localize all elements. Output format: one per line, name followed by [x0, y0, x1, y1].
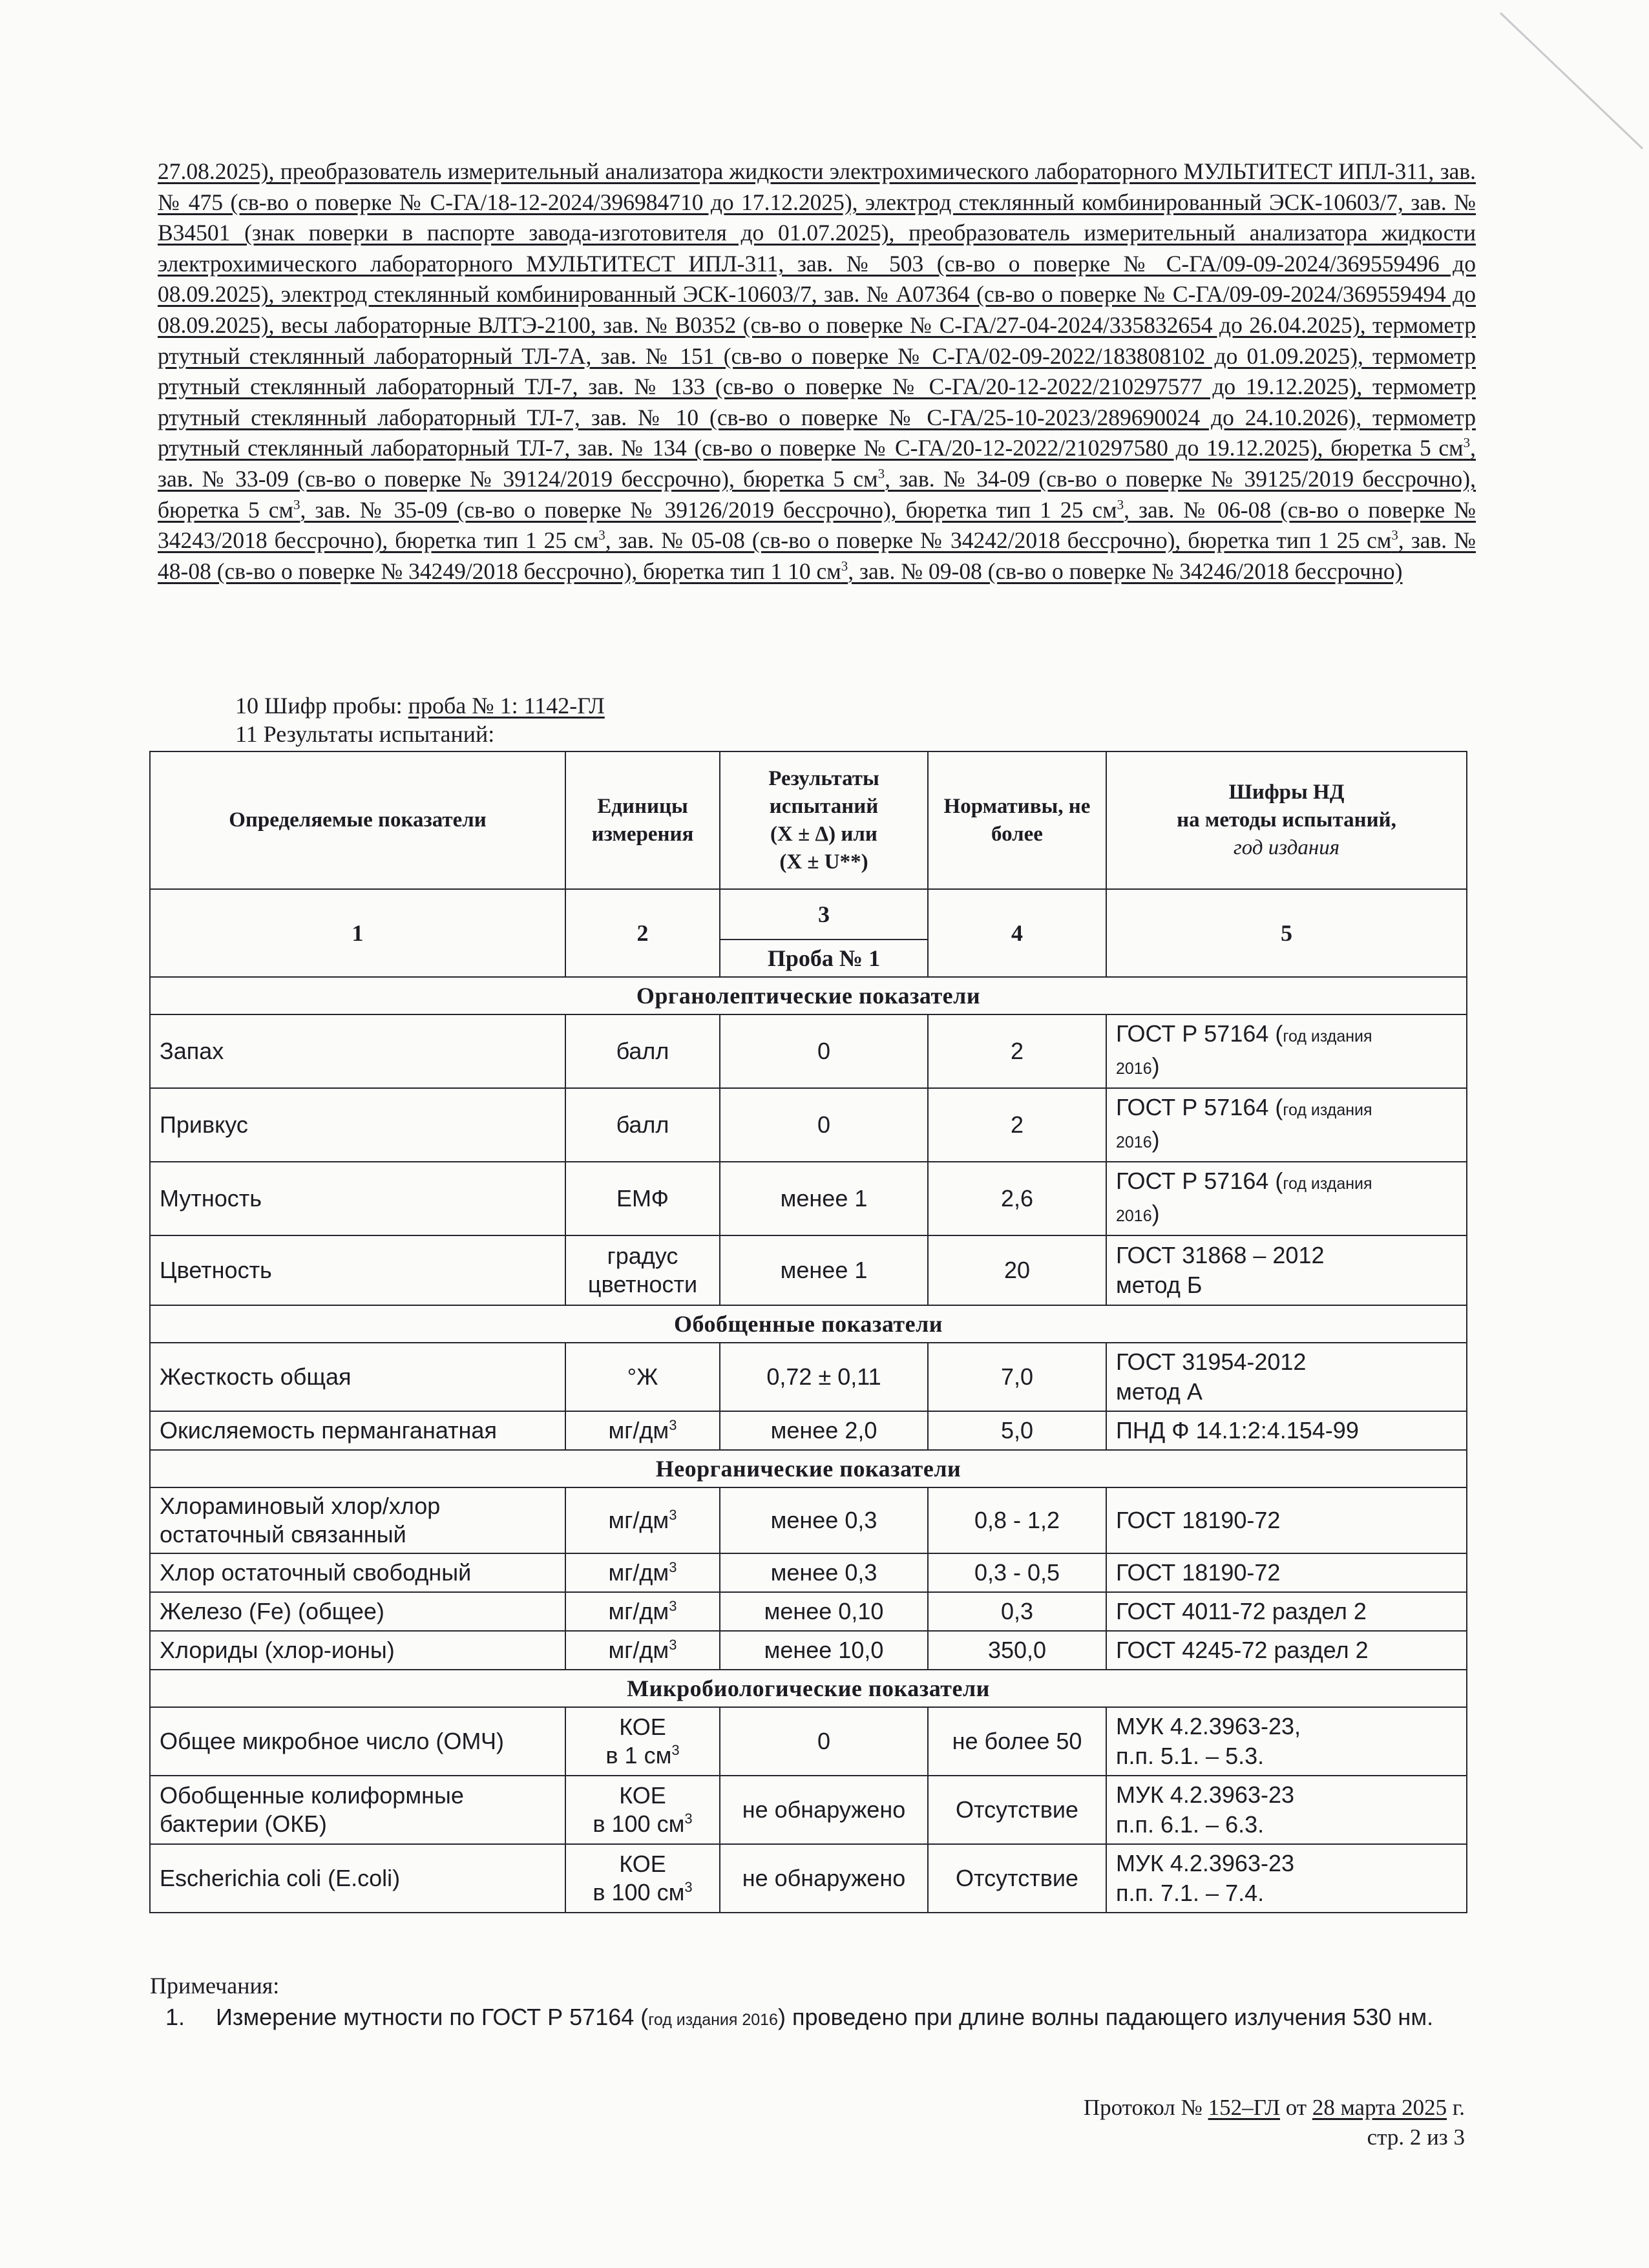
- norm-cell: Отсутствие: [928, 1844, 1106, 1913]
- norm-cell: 350,0: [928, 1631, 1106, 1670]
- nd-text: МУК 4.2.3963-23: [1116, 1781, 1294, 1808]
- unit-text: градус цветности: [587, 1243, 698, 1297]
- result-cell: менее 1: [720, 1235, 928, 1305]
- unit-line: в 100 см: [593, 1879, 685, 1906]
- column-number: 2: [565, 889, 720, 977]
- table-row: [150, 1343, 1467, 1411]
- nd-cell: [1106, 1487, 1467, 1553]
- header-nd-line: год издания: [1233, 836, 1340, 859]
- note-item: 1. Измерение мутности по ГОСТ Р 57164 (год издания 2016) проведено при длине волны падающего излучения 530 нм.: [165, 2004, 1434, 2030]
- unit-line: КОЕ: [619, 1714, 666, 1740]
- unit-cell: [565, 1631, 720, 1670]
- norm-cell: 0,3: [928, 1592, 1106, 1631]
- indicator-cell: Escherichia coli (E.coli): [150, 1844, 565, 1913]
- nd-tail: ): [1151, 1126, 1160, 1153]
- nd-text: ГОСТ Р 57164 (: [1116, 1094, 1283, 1120]
- table-row: [150, 1014, 1467, 1088]
- norm-cell: 2,6: [928, 1162, 1106, 1235]
- result-cell: менее 0,3: [720, 1553, 928, 1592]
- column-number: 4: [928, 889, 1106, 977]
- result-cell: не обнаружено: [720, 1844, 928, 1913]
- sample-code-line: 10 Шифр пробы: проба № 1: 1142-ГЛ: [235, 693, 605, 719]
- indicator-cell: Жесткость общая: [150, 1343, 565, 1411]
- nd-text-line2: метод Б: [1116, 1272, 1203, 1298]
- nd-cell: [1106, 1592, 1467, 1631]
- nd-text: МУК 4.2.3963-23,: [1116, 1713, 1301, 1739]
- result-cell: 0: [720, 1014, 928, 1088]
- header-indicator: Определяемые показатели: [150, 751, 565, 889]
- norm-cell: 5,0: [928, 1411, 1106, 1450]
- section-title: Органолептические показатели: [150, 977, 1467, 1014]
- indicator-cell: Хлориды (хлор-ионы): [150, 1631, 565, 1670]
- unit-cell: [565, 1162, 720, 1235]
- unit-cell: [565, 1343, 720, 1411]
- nd-text-line2: п.п. 7.1. – 7.4.: [1116, 1880, 1265, 1906]
- unit-superscript: 3: [669, 1417, 677, 1433]
- result-cell: не обнаружено: [720, 1776, 928, 1844]
- unit-superscript: 3: [669, 1507, 677, 1523]
- unit-cell: [565, 1844, 720, 1913]
- results-table: [149, 751, 1467, 1913]
- section-title: Микробиологические показатели: [150, 1670, 1467, 1707]
- nd-text-line2: п.п. 5.1. – 5.3.: [1116, 1743, 1265, 1769]
- nd-text: ГОСТ Р 57164 (: [1116, 1020, 1283, 1047]
- table-row: [150, 1411, 1467, 1450]
- unit-superscript: 3: [669, 1598, 677, 1614]
- nd-tail: ): [1151, 1200, 1160, 1226]
- result-cell: менее 1: [720, 1162, 928, 1235]
- result-cell: 0: [720, 1707, 928, 1776]
- norm-cell: 7,0: [928, 1343, 1106, 1411]
- norm-cell: 0,3 - 0,5: [928, 1553, 1106, 1592]
- result-cell: 0,72 ± 0,11: [720, 1343, 928, 1411]
- unit-text: °Ж: [627, 1363, 658, 1390]
- unit-superscript: 3: [684, 1811, 693, 1827]
- indicator-cell: Хлор остаточный свободный: [150, 1553, 565, 1592]
- indicator-cell: Цветность: [150, 1235, 565, 1305]
- indicator-cell: Железо (Fe) (общее): [150, 1592, 565, 1631]
- header-nd-line: на методы испытаний,: [1177, 808, 1396, 832]
- nd-cell: [1106, 1088, 1467, 1162]
- result-cell: менее 0,10: [720, 1592, 928, 1631]
- table-row: [150, 1844, 1467, 1913]
- nd-text: ГОСТ 31954-2012: [1116, 1349, 1307, 1375]
- column-number: 5: [1106, 889, 1467, 977]
- norm-cell: 2: [928, 1088, 1106, 1162]
- unit-superscript: 3: [669, 1637, 677, 1653]
- nd-cell: [1106, 1411, 1467, 1450]
- section-title: Обобщенные показатели: [150, 1305, 1467, 1343]
- table-row: [150, 1088, 1467, 1162]
- norm-cell: 2: [928, 1014, 1106, 1088]
- nd-text: ГОСТ 18190-72: [1116, 1507, 1281, 1533]
- result-cell: менее 2,0: [720, 1411, 928, 1450]
- unit-cell: [565, 1088, 720, 1162]
- nd-cell: [1106, 1553, 1467, 1592]
- table-row: [150, 1631, 1467, 1670]
- unit-text: мг/дм: [608, 1559, 669, 1586]
- unit-cell: [565, 1411, 720, 1450]
- nd-text: ГОСТ 4245-72 раздел 2: [1116, 1637, 1369, 1663]
- nd-small: год издания: [1283, 1175, 1372, 1193]
- unit-line: КОЕ: [619, 1782, 666, 1809]
- result-cell: менее 10,0: [720, 1631, 928, 1670]
- unit-line: в 100 см: [593, 1811, 685, 1837]
- header-nd: [1106, 751, 1467, 889]
- nd-cell: [1106, 1014, 1467, 1088]
- header-units: Единицы измерения: [565, 751, 720, 889]
- nd-small-line2: 2016: [1116, 1133, 1152, 1151]
- protocol-reference: Протокол № 152–ГЛ от 28 марта 2025 г.: [1083, 2095, 1465, 2120]
- norm-cell: Отсутствие: [928, 1776, 1106, 1844]
- unit-text: балл: [616, 1111, 669, 1138]
- table-row: [150, 1592, 1467, 1631]
- table-row: [150, 1235, 1467, 1305]
- nd-text: ПНД Ф 14.1:2:4.154-99: [1116, 1417, 1359, 1444]
- unit-cell: [565, 1014, 720, 1088]
- indicator-cell: Запах: [150, 1014, 565, 1088]
- indicator-cell: Хлораминовый хлор/хлор остаточный связанный: [150, 1487, 565, 1553]
- unit-cell: [565, 1592, 720, 1631]
- page-number: стр. 2 из 3: [1367, 2125, 1465, 2150]
- nd-small: год издания: [1283, 1027, 1372, 1045]
- nd-small-line2: 2016: [1116, 1207, 1152, 1225]
- unit-line: КОЕ: [619, 1851, 666, 1877]
- nd-text: МУК 4.2.3963-23: [1116, 1850, 1294, 1876]
- indicator-cell: Окисляемость перманганатная: [150, 1411, 565, 1450]
- unit-text: мг/дм: [608, 1507, 669, 1533]
- unit-cell: [565, 1707, 720, 1776]
- norm-cell: 20: [928, 1235, 1106, 1305]
- nd-tail: ): [1151, 1053, 1160, 1079]
- unit-text: ЕМФ: [616, 1185, 669, 1212]
- header-results-line: (X ± Δ) или: [770, 822, 877, 846]
- nd-cell: [1106, 1162, 1467, 1235]
- nd-cell: [1106, 1631, 1467, 1670]
- unit-cell: [565, 1553, 720, 1592]
- column-number: 3: [720, 889, 928, 940]
- nd-cell: [1106, 1343, 1467, 1411]
- norm-cell: 0,8 - 1,2: [928, 1487, 1106, 1553]
- unit-text: мг/дм: [608, 1637, 669, 1663]
- nd-text: ГОСТ 4011-72 раздел 2: [1116, 1598, 1367, 1624]
- results-heading: 11 Результаты испытаний:: [235, 721, 495, 747]
- header-norms: Нормативы, не более: [928, 751, 1106, 889]
- result-cell: 0: [720, 1088, 928, 1162]
- nd-cell: [1106, 1844, 1467, 1913]
- unit-cell: [565, 1776, 720, 1844]
- nd-text: ГОСТ 31868 – 2012: [1116, 1242, 1325, 1268]
- indicator-cell: Привкус: [150, 1088, 565, 1162]
- header-results: [720, 751, 928, 889]
- nd-cell: [1106, 1776, 1467, 1844]
- sample-code-value: проба № 1: 1142-ГЛ: [408, 693, 605, 719]
- result-cell: менее 0,3: [720, 1487, 928, 1553]
- unit-line: в 1 см: [605, 1742, 672, 1769]
- table-row: [150, 1707, 1467, 1776]
- section-title: Неорганические показатели: [150, 1450, 1467, 1487]
- header-results-line: (X ± U**): [779, 850, 868, 874]
- unit-text: мг/дм: [608, 1598, 669, 1624]
- nd-small-line2: 2016: [1116, 1060, 1152, 1078]
- page-fold-corner: [1481, 0, 1649, 168]
- nd-cell: [1106, 1707, 1467, 1776]
- nd-cell: [1106, 1235, 1467, 1305]
- unit-cell: [565, 1487, 720, 1553]
- unit-superscript: 3: [684, 1879, 693, 1895]
- nd-text: ГОСТ 18190-72: [1116, 1559, 1281, 1586]
- probe-label: Проба № 1: [720, 940, 928, 977]
- nd-small: год издания: [1283, 1101, 1372, 1119]
- header-results-line: Результаты испытаний: [768, 766, 879, 818]
- indicator-cell: Обобщенные колиформные бактерии (ОКБ): [150, 1776, 565, 1844]
- unit-text: мг/дм: [608, 1417, 669, 1444]
- unit-superscript: 3: [671, 1742, 680, 1758]
- nd-text-line2: метод А: [1116, 1378, 1203, 1405]
- indicator-cell: Общее микробное число (ОМЧ): [150, 1707, 565, 1776]
- equipment-list-paragraph: 27.08.2025), преобразователь измерительный анализатора жидкости электрохимического лабораторного МУЛЬТИТЕСТ ИПЛ-311, зав. № 475 (св-во о поверке № С-ГА/18-12-2024/396984710 до 17.12.2025), электрод стеклянный комбинированный ЭСК-10603/7, зав. № В34501 (знак поверки в паспорте завода-изготовителя до 01.07.2025), преобразователь измерительный анализатора жидкости электрохимического лабораторного МУЛЬТИТЕСТ ИПЛ-311, зав. № 503 (св-во о поверке № С-ГА/09-09-2024/369559496 до 08.09.2025), электрод стеклянный комбинированный ЭСК-10603/7, зав. № А07364 (св-во о поверке № С-ГА/09-09-2024/369559494 до 08.09.2025), весы лабораторные ВЛТЭ-2100, зав. № В0352 (св-во о поверке № С-ГА/27-04-2024/335832654 до 26.04.2025), термометр ртутный стеклянный лабораторный ТЛ-7А, зав. № 151 (св-во о поверке № С-ГА/02-09-2022/183808102 до 01.09.2025), термометр ртутный стеклянный лабораторный ТЛ-7, зав. № 133 (св-во о поверке № С-ГА/20-12-2022/210297577 до 19.12.2025), термометр ртутный стеклянный лабораторный ТЛ-7, зав. № 10 (св-во о поверке № С-ГА/25-10-2023/289690024 до 24.10.2026), термометр ртутный стеклянный лабораторный ТЛ-7, зав. № 134 (св-во о поверке № С-ГА/20-12-2022/210297580 до 19.12.2025), бюретка 5 $см^3$, зав. № 33-09 (св-во о поверке № 39124/2019 бессрочно), бюретка 5 $см^3$, зав. № 34-09 (св-во о поверке № 39125/2019 бессрочно), бюретка 5 $см^3$, зав. № 35-09 (св-во о поверке № 39126/2019 бессрочно), бюретка тип 1 25 $см^3$, зав. № 06-08 (св-во о поверке № 34243/2018 бессрочно), бюретка тип 1 25 $см^3$, зав. № 05-08 (св-во о поверке № 34242/2018 бессрочно), бюретка тип 1 25 $см^3$, зав. № 48-08 (св-во о поверке № 34249/2018 бессрочно), бюретка тип 1 10 $см^3$, зав. № 09-08 (св-во о поверке № 34246/2018 бессрочно): [158, 158, 1476, 584]
- notes-title: Примечания:: [150, 1973, 280, 1999]
- table-row: [150, 1487, 1467, 1553]
- header-nd-line: Шифры НД: [1228, 781, 1345, 804]
- column-number: 1: [150, 889, 565, 977]
- table-row: [150, 1162, 1467, 1235]
- unit-superscript: 3: [669, 1559, 677, 1575]
- table-row: [150, 1776, 1467, 1844]
- unit-cell: [565, 1235, 720, 1305]
- nd-text-line2: п.п. 6.1. – 6.3.: [1116, 1811, 1265, 1838]
- norm-cell: не более 50: [928, 1707, 1106, 1776]
- nd-text: ГОСТ Р 57164 (: [1116, 1168, 1283, 1194]
- table-row: [150, 1553, 1467, 1592]
- unit-text: балл: [616, 1038, 669, 1064]
- indicator-cell: Мутность: [150, 1162, 565, 1235]
